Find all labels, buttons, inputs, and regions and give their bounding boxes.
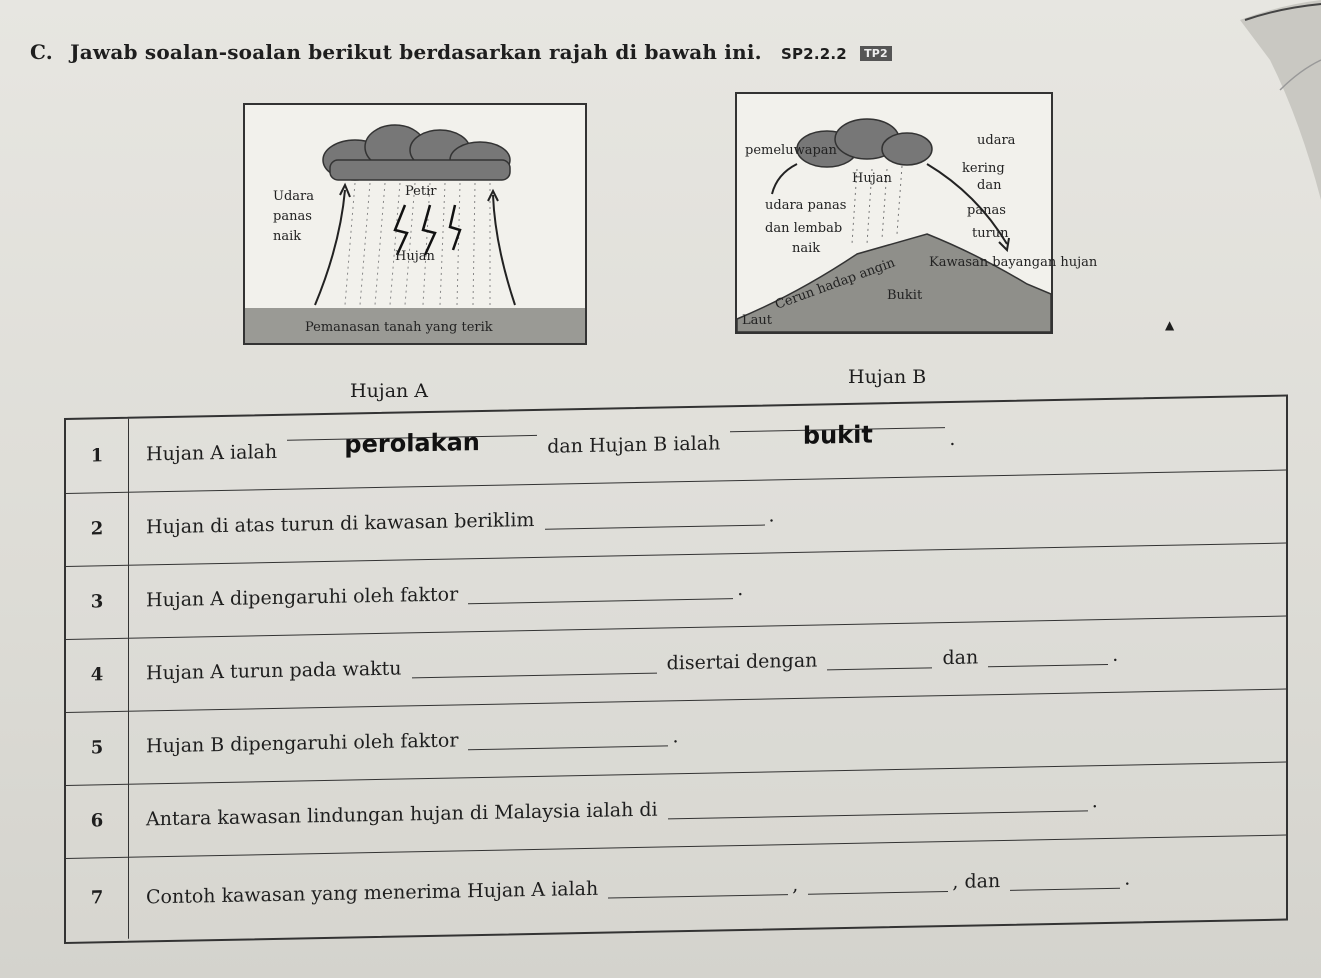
label-ground: Pemanasan tanah yang terik xyxy=(305,320,493,335)
question-text: Hujan di atas turun di kawasan beriklim . xyxy=(146,504,775,539)
answer-field-1[interactable] xyxy=(608,872,788,898)
mountain-shape xyxy=(737,234,1051,332)
tp-badge: TP2 xyxy=(860,46,892,61)
label-udara-kering-3: dan xyxy=(977,178,1002,193)
question-text: Hujan A ialah perolakan dan Hujan B ialah bukit . xyxy=(146,397,1276,492)
figure-relief-rain xyxy=(735,92,1098,334)
question-text: Antara kawasan lindungan hujan di Malaysia ialah di . xyxy=(146,790,1098,831)
label-udara-kering-1: udara xyxy=(977,133,1016,148)
answer-field[interactable] xyxy=(468,723,668,750)
caption-hujan-a: Hujan A xyxy=(350,380,429,402)
answer-field[interactable] xyxy=(545,503,765,530)
page-corner-shadow xyxy=(1240,0,1321,200)
section-number: C. xyxy=(30,40,53,64)
label-hujan-b: Hujan xyxy=(852,171,892,186)
label-bukit: Bukit xyxy=(887,288,923,303)
label-petir: Petir xyxy=(405,184,437,199)
lightning-icon xyxy=(395,205,460,255)
instruction-text: Jawab soalan-soalan berikut berdasarkan rajah di bawah ini. xyxy=(70,40,762,64)
question-number: 6 xyxy=(66,784,129,858)
question-number: 2 xyxy=(66,492,129,566)
answer-field-1[interactable]: perolakan xyxy=(287,413,537,441)
pencil-mark: ▲ xyxy=(1165,318,1175,332)
question-number: 1 xyxy=(66,419,129,493)
question-number: 7 xyxy=(66,857,129,940)
question-text: Hujan A turun pada waktu disertai dengan dan . xyxy=(146,643,1119,685)
section-header xyxy=(30,40,892,64)
label-pemeluwapan: pemeluwapan xyxy=(745,143,837,158)
label-panas: panas xyxy=(273,209,312,224)
question-number: 4 xyxy=(66,638,129,712)
answer-field-2[interactable] xyxy=(827,645,932,670)
label-udara: Udara xyxy=(273,189,314,204)
answer-field-3[interactable] xyxy=(988,642,1108,667)
figure-b-drawing xyxy=(737,94,1098,332)
question-text: Hujan A dipengaruhi oleh faktor . xyxy=(146,577,744,612)
answer-field-2[interactable]: bukit xyxy=(730,405,945,432)
figure-a-drawing xyxy=(245,105,585,343)
figure-convectional-rain xyxy=(243,103,587,345)
rain-streaks xyxy=(345,183,490,305)
label-laut: Laut xyxy=(742,313,772,328)
answer-field-1[interactable] xyxy=(412,651,657,679)
label-kawasan-bayangan: Kawasan bayangan hujan xyxy=(929,255,1098,270)
skill-code: SP2.2.2 xyxy=(780,45,847,63)
answer-field-2[interactable] xyxy=(808,869,948,895)
label-udara-kering-5: turun xyxy=(972,226,1009,241)
label-naik: naik xyxy=(273,229,302,244)
answer-field-3[interactable] xyxy=(1010,866,1120,891)
caption-hujan-b: Hujan B xyxy=(848,366,927,388)
label-udara-panas-2: dan lembab xyxy=(765,221,843,236)
question-number: 3 xyxy=(66,565,129,639)
answer-field[interactable] xyxy=(468,576,733,604)
cloud-icon xyxy=(323,125,510,180)
label-udara-kering-2: kering xyxy=(962,161,1005,176)
answer-field[interactable] xyxy=(668,788,1088,819)
question-table xyxy=(64,394,1288,944)
question-text: Hujan B dipengaruhi oleh faktor . xyxy=(146,725,679,758)
question-text: Contoh kawasan yang menerima Hujan A ialah , , dan . xyxy=(146,867,1131,909)
question-number: 5 xyxy=(66,711,129,785)
label-cerun-hadap-angin: Cerun hadap angin xyxy=(773,255,898,313)
label-hujan: Hujan xyxy=(395,249,435,264)
label-udara-kering-4: panas xyxy=(967,203,1006,218)
label-udara-panas-1: udara panas xyxy=(765,198,847,213)
label-udara-panas-3: naik xyxy=(792,241,821,256)
